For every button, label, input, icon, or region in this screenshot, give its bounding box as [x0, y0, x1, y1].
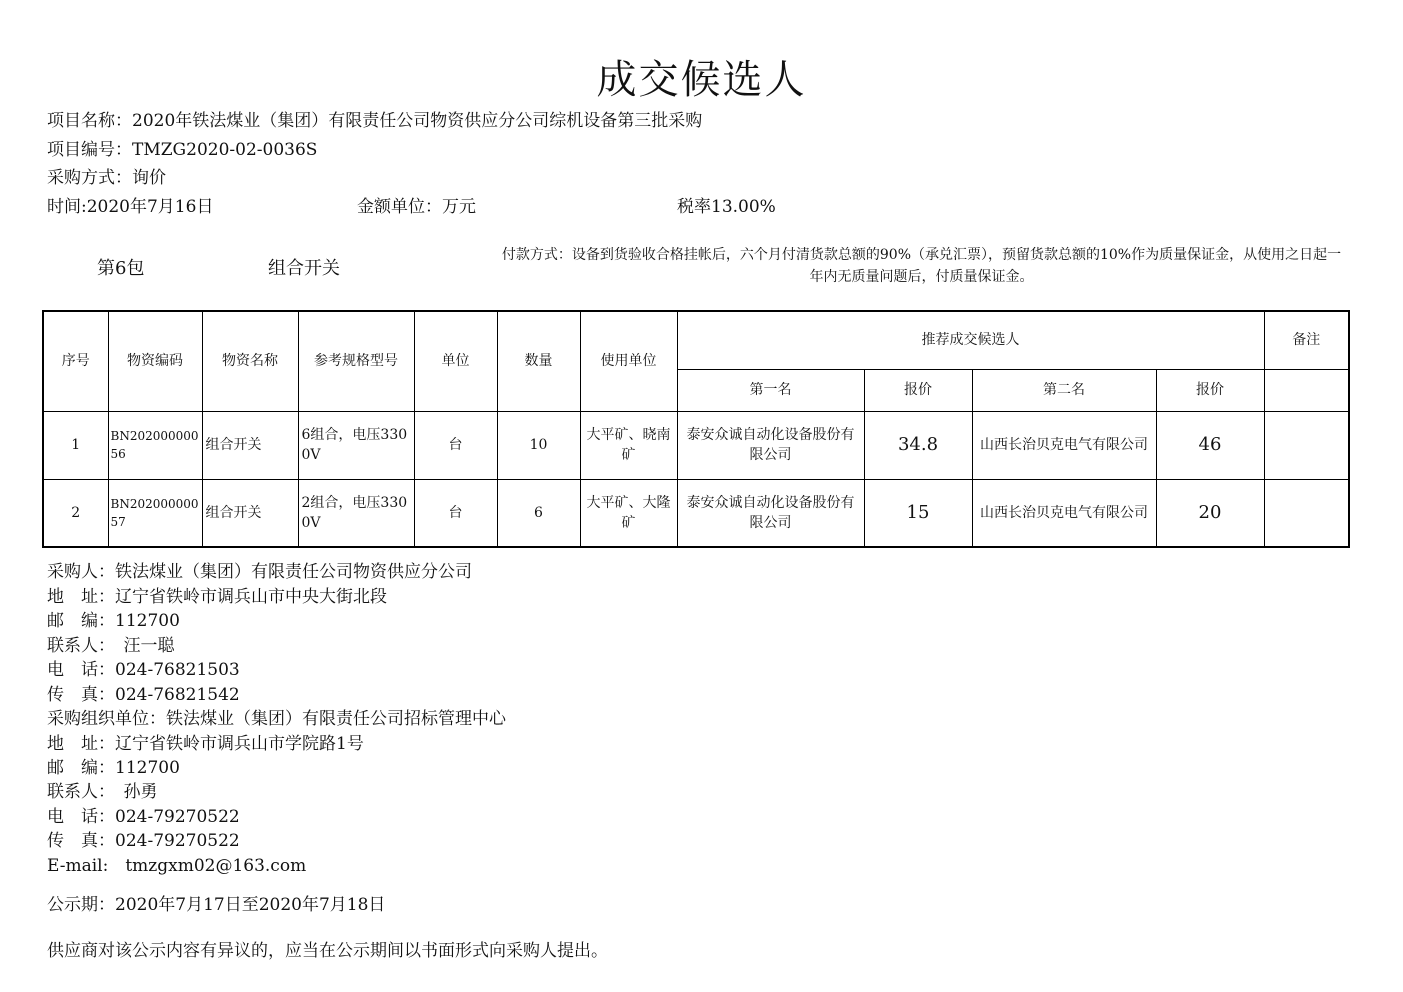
agency-name: 采购组织单位：铁法煤业（集团）有限责任公司招标管理中心 [47, 709, 506, 729]
notice-period: 公示期：2020年7月17日至2020年7月18日 [47, 895, 386, 915]
cell-user: 大平矿、大隆矿 [580, 479, 677, 547]
cell-price1: 15 [864, 479, 972, 547]
header-recommend: 推荐成交候选人 [677, 311, 1264, 369]
header-second: 第二名 [972, 369, 1156, 411]
objection-note: 供应商对该公示内容有异议的，应当在公示期间以书面形式向采购人提出。 [47, 941, 608, 961]
agency-contact: 联系人： 孙勇 [47, 782, 158, 802]
tax-rate: 税率13.00% [677, 197, 776, 217]
header-remark-sub [1264, 369, 1349, 411]
procurement-method: 采购方式：询价 [47, 168, 166, 188]
cell-first: 泰安众诚自动化设备股份有限公司 [677, 479, 864, 547]
agency-address: 地 址：辽宁省铁岭市调兵山市学院路1号 [47, 734, 364, 754]
header-price2: 报价 [1156, 369, 1264, 411]
header-seq: 序号 [43, 311, 108, 411]
cell-name: 组合开关 [202, 411, 298, 479]
header-spec: 参考规格型号 [298, 311, 414, 411]
candidate-table [42, 310, 1350, 548]
cell-name: 组合开关 [202, 479, 298, 547]
agency-phone: 电 话：024-79270522 [47, 807, 240, 827]
table-row [43, 411, 1349, 479]
project-number: 项目编号：TMZG2020-02-0036S [47, 140, 318, 160]
cell-spec: 2组合，电压3300V [298, 479, 414, 547]
header-code: 物资编码 [108, 311, 202, 411]
table-row [43, 479, 1349, 547]
header-first: 第一名 [677, 369, 864, 411]
cell-spec: 6组合，电压3300V [298, 411, 414, 479]
cell-code: BN20200000057 [108, 479, 202, 547]
cell-price1: 34.8 [864, 411, 972, 479]
purchaser-phone: 电 话：024-76821503 [47, 660, 240, 680]
cell-code: BN20200000056 [108, 411, 202, 479]
purchaser-fax: 传 真：024-76821542 [47, 685, 240, 705]
payment-terms: 付款方式：设备到货验收合格挂帐后，六个月付清货款总额的90%（承兑汇票），预留货款总额的10%作为质量保证金，从使用之日起一年内无质量问题后，付质量保证金。 [501, 247, 1342, 285]
amount-unit: 金额单位：万元 [357, 197, 476, 217]
agency-email: E-mail: tmzgxm02@163.com [47, 856, 307, 876]
purchaser-address: 地 址：辽宁省铁岭市调兵山市中央大街北段 [47, 587, 387, 607]
purchaser-contact: 联系人： 汪一聪 [47, 636, 175, 656]
header-name: 物资名称 [202, 311, 298, 411]
cell-unit: 台 [414, 479, 497, 547]
announcement-time: 时间:2020年7月16日 [47, 197, 214, 217]
cell-second: 山西长治贝克电气有限公司 [972, 411, 1156, 479]
purchaser-name: 采购人：铁法煤业（集团）有限责任公司物资供应分公司 [47, 562, 472, 582]
agency-fax: 传 真：024-79270522 [47, 831, 240, 851]
cell-qty: 10 [497, 411, 580, 479]
cell-remark [1264, 479, 1349, 547]
cell-unit: 台 [414, 411, 497, 479]
cell-price2: 20 [1156, 479, 1264, 547]
header-qty: 数量 [497, 311, 580, 411]
agency-postcode: 邮 编：112700 [47, 758, 180, 778]
cell-second: 山西长治贝克电气有限公司 [972, 479, 1156, 547]
cell-qty: 6 [497, 479, 580, 547]
header-price1: 报价 [864, 369, 972, 411]
header-user: 使用单位 [580, 311, 677, 411]
cell-seq: 2 [43, 479, 108, 547]
cell-user: 大平矿、晓南矿 [580, 411, 677, 479]
package-name: 组合开关 [268, 258, 340, 279]
cell-remark [1264, 411, 1349, 479]
project-name: 项目名称：2020年铁法煤业（集团）有限责任公司物资供应分公司综机设备第三批采购 [47, 111, 703, 131]
cell-seq: 1 [43, 411, 108, 479]
purchaser-postcode: 邮 编：112700 [47, 611, 180, 631]
cell-price2: 46 [1156, 411, 1264, 479]
package-number: 第6包 [97, 258, 145, 279]
header-unit: 单位 [414, 311, 497, 411]
page-title: 成交候选人 [596, 57, 807, 103]
cell-first: 泰安众诚自动化设备股份有限公司 [677, 411, 864, 479]
header-remark: 备注 [1264, 311, 1349, 369]
